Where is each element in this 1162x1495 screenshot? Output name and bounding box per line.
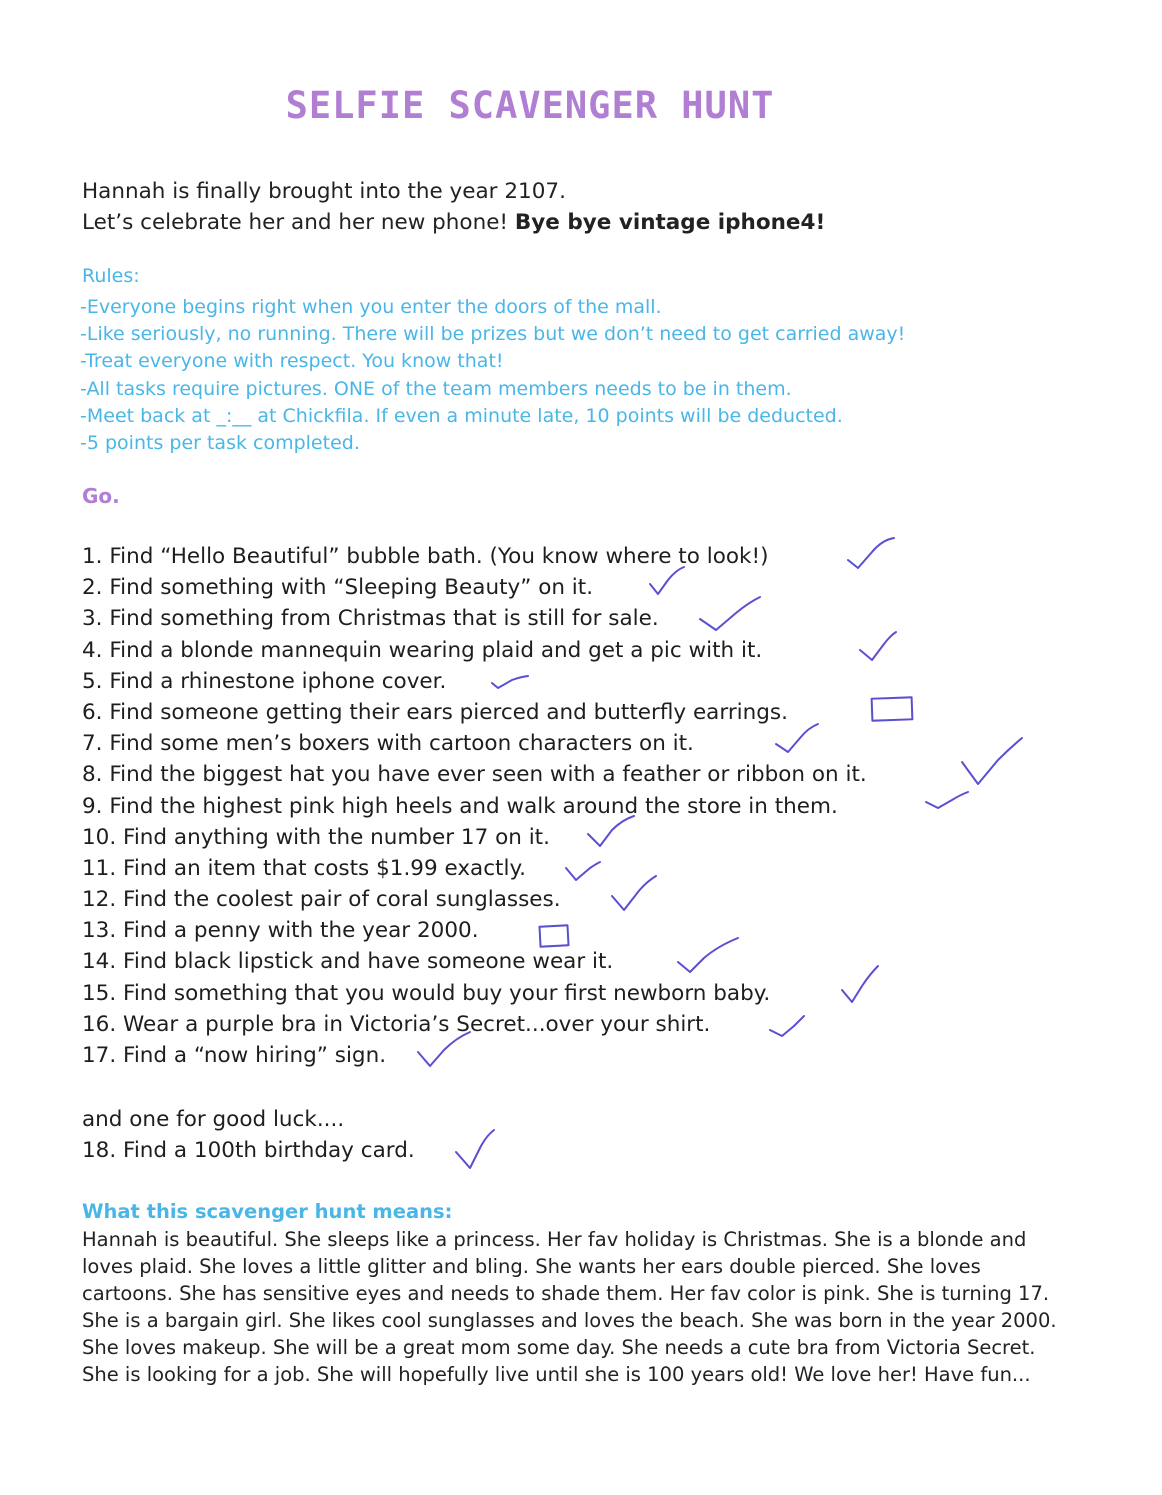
- task-item: 9. Find the highest pink high heels and walk around the store in them.: [82, 793, 838, 819]
- good-luck-intro: and one for good luck....: [82, 1107, 345, 1132]
- intro-line-2: [82, 207, 825, 238]
- task-item: 16. Wear a purple bra in Victoria’s Secret...over your shirt.: [82, 1011, 711, 1037]
- task-item: 13. Find a penny with the year 2000.: [82, 918, 479, 944]
- task-item: 12. Find the coolest pair of coral sunglasses.: [82, 887, 561, 913]
- rule-item: -Like seriously, no running. There will be prizes but we don’t need to get carried away!: [80, 323, 906, 346]
- meaning-heading: What this scavenger hunt means:: [82, 1200, 453, 1223]
- task-item: 7. Find some men’s boxers with cartoon characters on it.: [82, 731, 694, 757]
- rule-item: -5 points per task completed.: [80, 432, 360, 455]
- rule-item: -Meet back at _:__ at Chickfila. If even a minute late, 10 points will be deducted.: [80, 404, 843, 427]
- checkmark-icon: [926, 792, 968, 808]
- intro: [82, 176, 825, 238]
- task-item: 10. Find anything with the number 17 on it.: [82, 824, 550, 850]
- task-item: 1. Find “Hello Beautiful” bubble bath. (You know where to look!): [82, 544, 769, 569]
- task-item: 8. Find the biggest hat you have ever seen with a feather or ribbon on it.: [82, 762, 867, 788]
- task-item: 14. Find black lipstick and have someone wear it.: [82, 949, 614, 975]
- rule-item: -Everyone begins right when you enter the doors of the mall.: [80, 296, 662, 318]
- task-item: 3. Find something from Christmas that is still for sale.: [82, 606, 659, 632]
- intro-line-1: Hannah is finally brought into the year 2107.: [82, 179, 566, 204]
- meaning-paragraph: Hannah is beautiful. She sleeps like a princess. Her fav holiday is Christmas. She is a blonde and loves plaid. She loves a little glitter and bling. She wants her ears double pierced. She loves cartoons. She has sensitive eyes and needs to shade them. Her fav color is pink. She is turning 17. She is a bargain girl. She likes cool sunglasses and loves the beach. She was born in the year 2000. She loves makeup. She will be a great mom some day. She needs a cute bra from Victoria Secret. She is looking for a job. She will hopefully live until she is 100 years old! We love her! Have fun...: [82, 1228, 1057, 1386]
- task-item: 4. Find a blonde mannequin wearing plaid and get a pic with it.: [82, 637, 763, 663]
- task-list: [82, 541, 867, 1071]
- task-item: 6. Find someone getting their ears pierced and butterfly earrings.: [82, 699, 788, 725]
- task-item: 17. Find a “now hiring” sign.: [82, 1043, 387, 1068]
- good-luck-section: [82, 1104, 415, 1166]
- rule-item: -All tasks require pictures. ONE of the team members needs to be in them.: [80, 377, 792, 400]
- task-item: 5. Find a rhinestone iphone cover.: [82, 668, 447, 694]
- task-item: 11. Find an item that costs $1.99 exactly.: [82, 855, 526, 881]
- checkbox-icon: [872, 697, 913, 720]
- go-heading: Go.: [82, 484, 120, 508]
- rules-list: [80, 294, 905, 457]
- rule-item: -Treat everyone with respect. You know that!: [80, 350, 504, 373]
- intro-line-2-bold: Bye bye vintage iphone4!: [514, 210, 826, 235]
- checkmark-icon: [456, 1130, 494, 1168]
- task-item: 15. Find something that you would buy your first newborn baby.: [82, 980, 771, 1006]
- task-item-bonus: 18. Find a 100th birthday card.: [82, 1138, 415, 1164]
- rules-heading: Rules:: [82, 265, 140, 287]
- intro-line-2-plain: Let’s celebrate her and her new phone!: [82, 210, 515, 235]
- page-title: SELFIE SCAVENGER HUNT: [285, 84, 775, 127]
- checkmark-icon: [962, 738, 1022, 784]
- task-item: 2. Find something with “Sleeping Beauty” on it.: [82, 575, 594, 601]
